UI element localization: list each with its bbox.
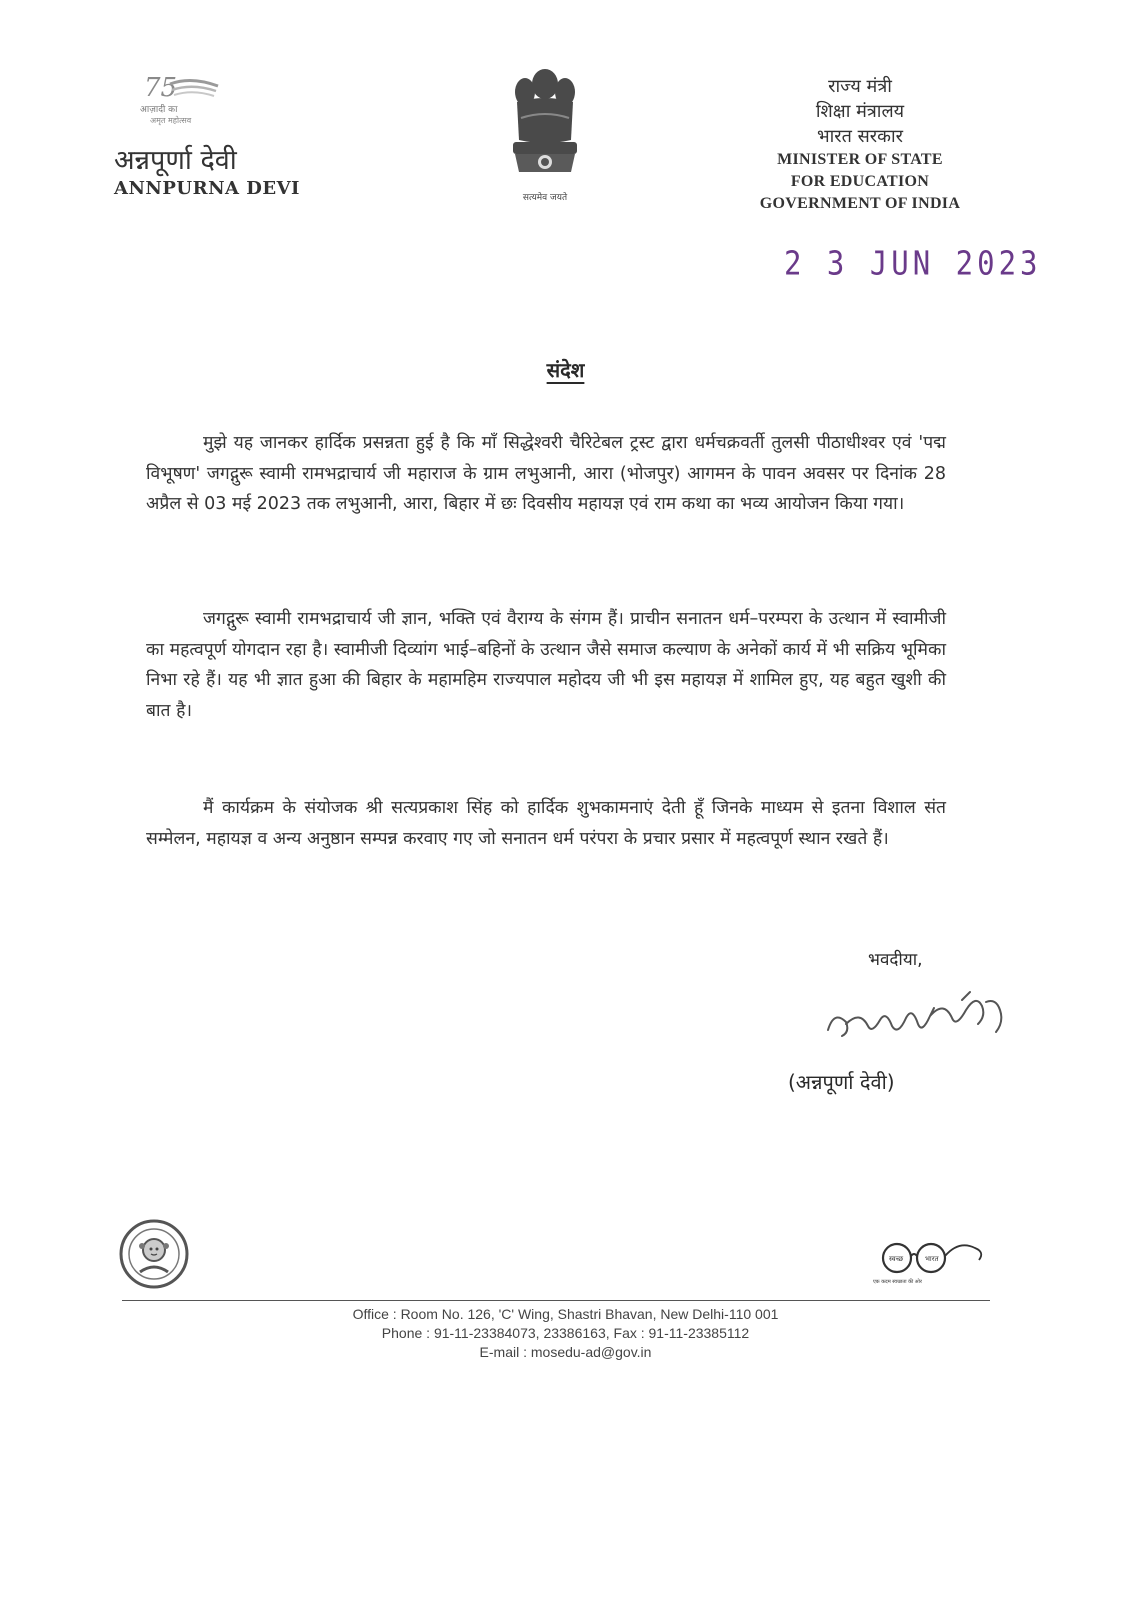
beti-bachao-seal-icon xyxy=(118,1218,190,1290)
footer-contact xyxy=(0,1305,1131,1362)
designation-english-line: MINISTER OF STATE xyxy=(777,151,943,168)
swachh-bharat-tagline: एक कदम स्वच्छता की ओर xyxy=(873,1279,922,1285)
designation-english-line: FOR EDUCATION xyxy=(790,173,930,190)
minister-name-english: ANNPURNA DEVI xyxy=(114,178,300,199)
svg-text:भारत: भारत xyxy=(925,1255,939,1263)
phone-fax: Phone : 91-11-23384073, 23386163, Fax : 91-11-23385112 xyxy=(381,1325,750,1341)
letter-closing: भवदीया, xyxy=(868,950,923,970)
svg-text:अमृत महोत्सव: अमृत महोत्सव xyxy=(150,116,192,125)
svg-text:आज़ादी का: आज़ादी का xyxy=(140,105,178,115)
designation-hindi-line: भारत सरकार xyxy=(816,126,904,147)
designation-hindi-line: राज्य मंत्री xyxy=(828,76,892,97)
date-stamp: 2 3 JUN 2023 xyxy=(784,243,1042,283)
letter-paragraph: मुझे यह जानकर हार्दिक प्रसन्नता हुई है कि माँ सिद्धेश्वरी चैरिटेबल ट्रस्ट द्वारा धर्मचक्रवर्ती तुलसी पीठाधीश्वर एवं 'पद्म विभूषण' जगद्गुरू स्वामी रामभद्राचार्य जी महाराज के ग्राम लभुआनी, आरा (भोजपुर) आगमन के पावन अवसर पर दिनांक 28 अप्रैल से 03 मई 2023 तक लभुआनी, आरा, बिहार में छः दिवसीय महायज्ञ एवं राम कथा का भव्य आयोजन किया गया। xyxy=(146,433,946,514)
letter-paragraph: मैं कार्यक्रम के संयोजक श्री सत्यप्रकाश सिंह को हार्दिक शुभकामनाएं देती हूँ जिनके माध्यम से इतना विशाल संत सम्मेलन, महायज्ञ व अन्य अनुष्ठान सम्पन्न करवाए गए जो सनातन धर्म परंपरा के प्रचार प्रसार में महत्वपूर्ण स्थान रखते हैं। xyxy=(146,798,946,849)
email-address: E-mail : mosedu-ad@gov.in xyxy=(479,1344,652,1360)
emblem-motto: सत्यमेव जयते xyxy=(522,193,568,203)
designation-block xyxy=(740,74,980,215)
signatory-name: (अन्नपूर्णा देवी) xyxy=(788,1070,895,1094)
minister-name-hindi: अन्नपूर्णा देवी xyxy=(114,145,237,176)
handwritten-signature xyxy=(820,980,1020,1055)
office-address: Office : Room No. 126, 'C' Wing, Shastri Bhavan, New Delhi-110 001 xyxy=(352,1306,779,1322)
letter-heading: संदेश xyxy=(546,358,585,382)
azadi-ka-amrit-mahotsav-logo xyxy=(136,72,226,128)
letter-paragraph: जगद्गुरू स्वामी रामभद्राचार्य जी ज्ञान, भक्ति एवं वैराग्य के संगम हैं। प्राचीन सनातन धर्म–परम्परा के उत्थान में स्वामीजी का महत्वपूर्ण योगदान रहा है। स्वामीजी दिव्यांग भाई–बहिनों के उत्थान जैसे समाज कल्याण के अनेकों कार्य में भी सक्रिय भूमिका निभा रहे हैं। यह भी ज्ञात हुआ की बिहार के महामहिम राज्यपाल महोदय जी भी इस महायज्ञ में शामिल हुए, यह बहुत खुशी की बात है। xyxy=(146,609,946,721)
svg-text:75: 75 xyxy=(144,73,178,103)
state-emblem-icon xyxy=(505,62,585,190)
designation-hindi-line: शिक्षा मंत्रालय xyxy=(815,101,905,122)
svg-text:स्वच्छ: स्वच्छ xyxy=(889,1255,904,1263)
footer-divider xyxy=(122,1300,990,1301)
designation-english-line: GOVERNMENT OF INDIA xyxy=(759,195,961,212)
